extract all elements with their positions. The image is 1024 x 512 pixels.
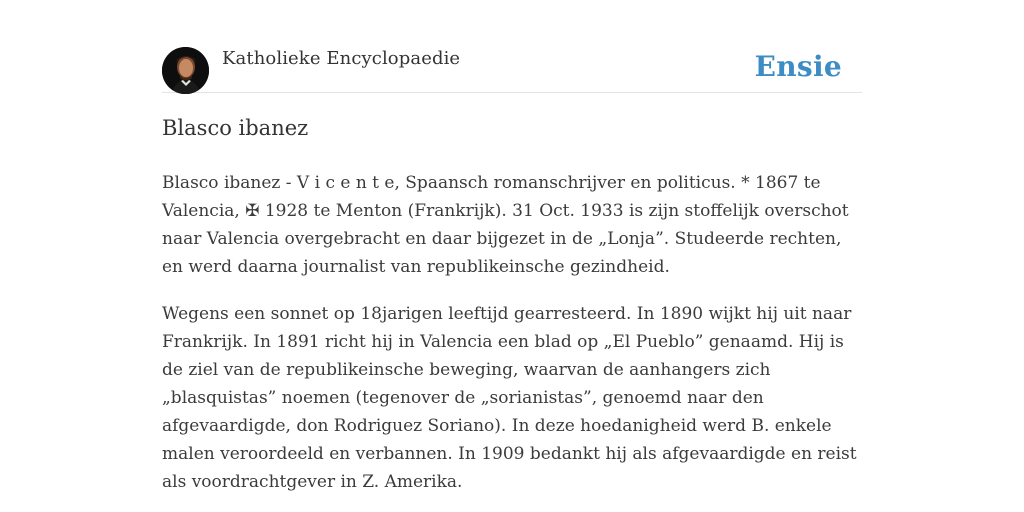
portrait-avatar-icon[interactable] [162, 47, 209, 94]
article-paragraph: Blasco ibanez - V i c e n t e, Spaansch romanschrijver en politicus. * 1867 te Valencia, ✠ 1928 te Menton (Frankrijk). 31 Oct. 1933 is zijn stoffelijk overschot naar Valencia overgebracht en daar bijgezet in de „Lonja”. Studeerde rechten, en werd daarna journalist van republikeinsche gezindheid. [162, 173, 849, 277]
article-paragraph: Wegens een sonnet op 18jarigen leeftijd gearresteerd. In 1890 wijkt hij uit naar Frankrijk. In 1891 richt hij in Valencia een blad op „El Pueblo” genaamd. Hij is de ziel van de republikeinsche beweging, waarvan de aanhangers zich „blasquistas” noemen (tegenover de „sorianistas”, genoemd naar den afgevaardigde, don Rodriguez Soriano). In deze hoedanigheid werd B. enkele malen veroordeeld en verbannen. In 1909 bedankt hij als afgevaardigde en reist als voordrachtgever in Z. Amerika. [162, 304, 857, 492]
source-name[interactable]: Katholieke Encyclopaedie [222, 48, 461, 69]
article-body [162, 169, 862, 512]
header [162, 44, 862, 93]
brand-logo[interactable]: Ensie [754, 50, 842, 83]
article-title: Blasco ibanez [162, 116, 309, 140]
